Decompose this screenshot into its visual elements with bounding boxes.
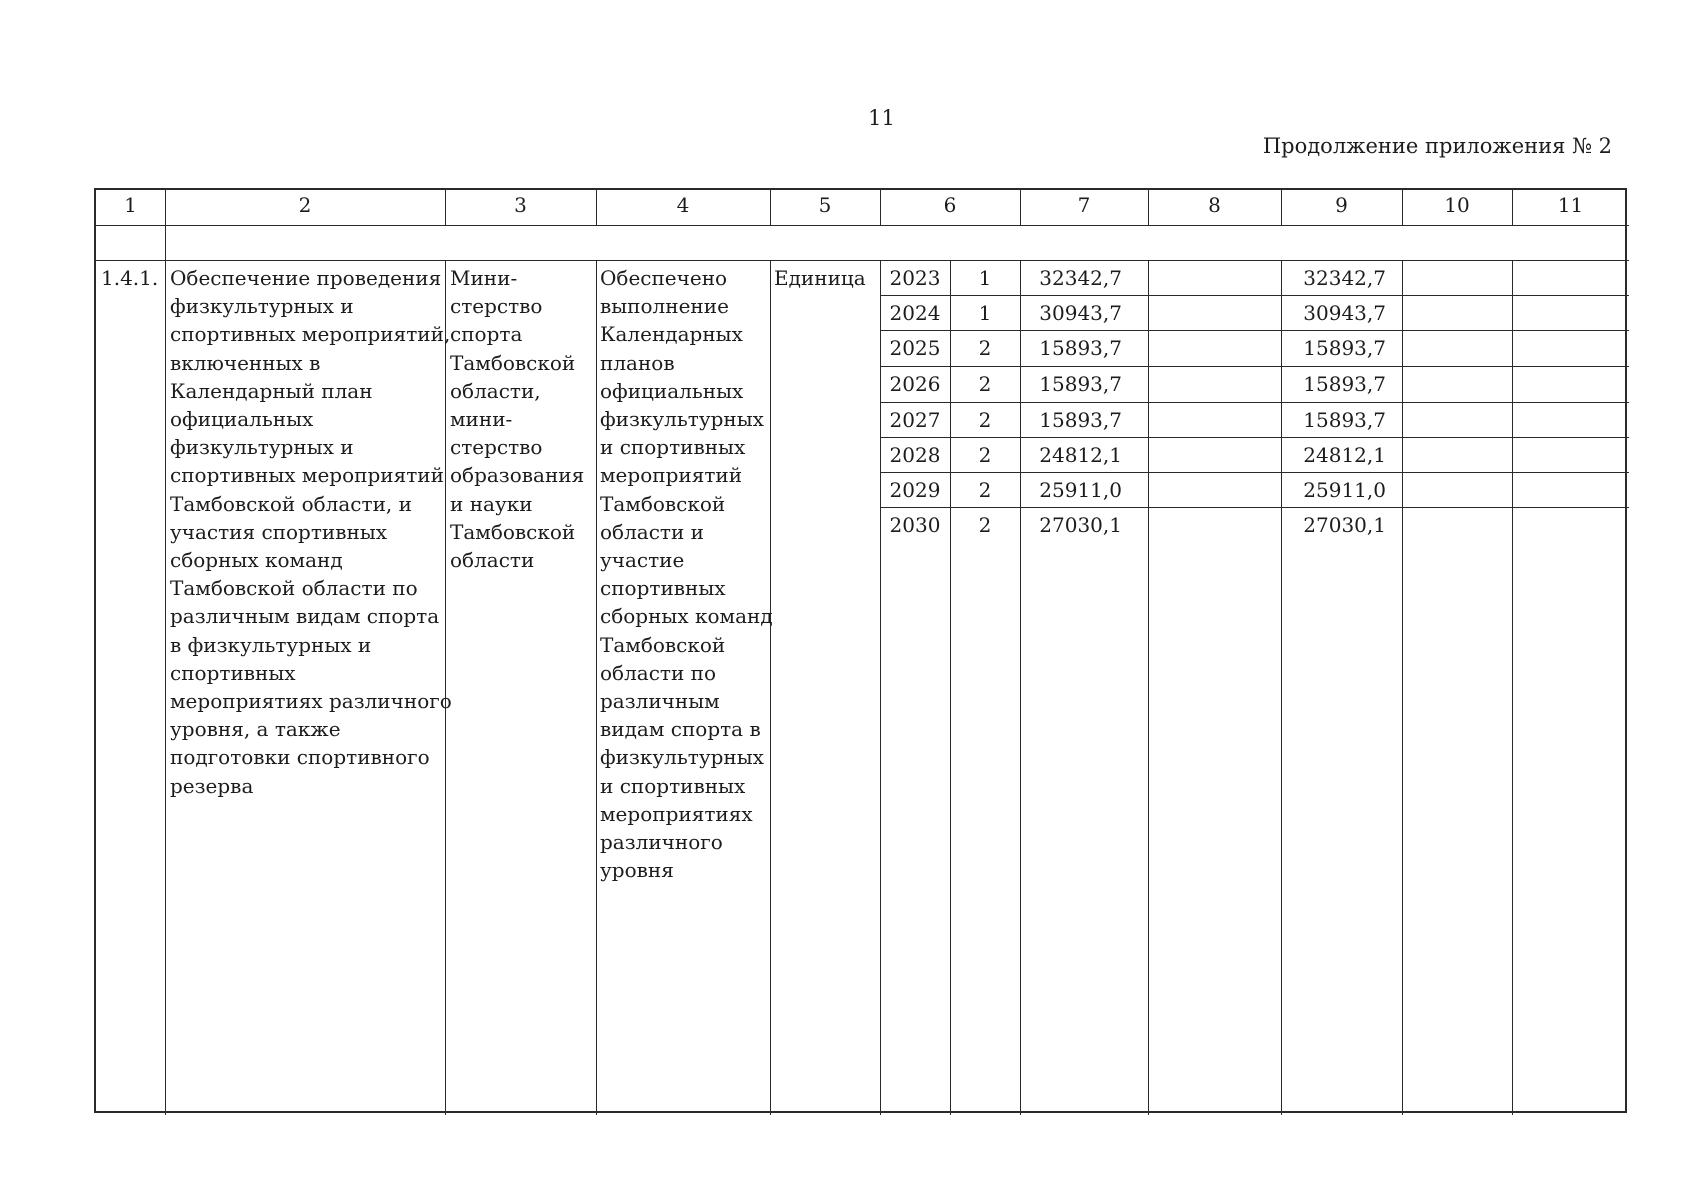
other-amount [1512, 406, 1629, 434]
result-line: сборных команд [600, 604, 773, 629]
event-name-line: спортивных мероприятий, [170, 322, 451, 347]
event-name-line: спортивных [170, 660, 296, 685]
federal-amount [1148, 334, 1281, 362]
regional-amount: 15893,7 [1303, 408, 1386, 432]
page-number: 11 [868, 106, 895, 130]
indicator-value: 2 [978, 336, 992, 360]
result-line: мероприятиях [600, 801, 753, 826]
other-amount [1512, 334, 1629, 362]
result-line: участие [600, 548, 685, 572]
year-cell: 2026 [889, 372, 941, 396]
result-line: различного [600, 830, 723, 854]
column-header: 6 [943, 193, 957, 217]
executor-line: области, [450, 378, 541, 403]
event-name-line: спортивных мероприятий [170, 463, 444, 488]
total-amount: 24812,1 [1039, 443, 1122, 467]
event-name-line: официальных [170, 407, 314, 431]
year-cell: 2023 [889, 266, 941, 290]
event-name-line: участия спортивных [170, 519, 388, 544]
federal-amount [1148, 299, 1281, 327]
year-cell: 2028 [889, 443, 941, 467]
indicator-value: 1 [978, 301, 992, 325]
result-line: Календарных [600, 322, 743, 347]
other-amount [1512, 441, 1629, 469]
data-table [94, 188, 1627, 1113]
column-header: 4 [676, 193, 690, 217]
total-amount: 15893,7 [1039, 372, 1122, 396]
event-name-line: в физкультурных и [170, 632, 372, 657]
indicator-value: 2 [978, 478, 992, 502]
year-row-rule [880, 507, 1629, 508]
regional-amount: 25911,0 [1303, 478, 1386, 502]
year-cell: 2025 [889, 336, 941, 360]
column-header: 10 [1444, 193, 1470, 217]
local-amount [1402, 476, 1512, 504]
result-line: видам спорта в [600, 717, 761, 742]
regional-amount: 27030,1 [1303, 513, 1386, 537]
result-line: выполнение [600, 294, 729, 319]
indicator-value: 1 [978, 266, 992, 290]
result-line: планов [600, 350, 675, 375]
event-name-line: физкультурных и [170, 435, 354, 460]
result-line: различным [600, 689, 720, 713]
federal-amount [1148, 406, 1281, 434]
column-header: 5 [818, 193, 832, 217]
year-cell: 2029 [889, 478, 941, 502]
federal-amount [1148, 441, 1281, 469]
event-name-line: мероприятиях различного [170, 689, 452, 713]
executor-line: Тамбовской [450, 350, 576, 375]
event-name-line: резерва [170, 773, 254, 798]
column-header: 3 [514, 193, 527, 217]
executor-line: спорта [450, 322, 523, 347]
result-line: физкультурных [600, 407, 764, 431]
local-amount [1402, 264, 1512, 292]
section-rule [96, 260, 1629, 261]
local-amount [1402, 299, 1512, 327]
other-amount [1512, 370, 1629, 398]
event-name-line: Тамбовской области, и [170, 491, 412, 516]
result-line: Обеспечено [600, 266, 728, 290]
indicator-value: 2 [978, 408, 992, 432]
result-line: официальных [600, 378, 744, 403]
local-amount [1402, 370, 1512, 398]
column-header: 9 [1335, 193, 1348, 217]
year-row-rule [880, 472, 1629, 473]
indicator-value: 2 [978, 513, 992, 537]
event-name-line: различным видам спорта [170, 604, 440, 629]
executor-line: стерство [450, 435, 543, 460]
total-amount: 32342,7 [1039, 266, 1122, 290]
local-amount [1402, 334, 1512, 362]
year-row-rule [880, 330, 1629, 331]
indicator-value: 2 [978, 443, 992, 467]
other-amount [1512, 299, 1629, 327]
result-line: и спортивных [600, 773, 746, 798]
result-line: физкультурных [600, 745, 764, 770]
result-line: спортивных [600, 576, 726, 601]
section-title [165, 226, 1629, 258]
result-line: Тамбовской [600, 491, 726, 516]
column-header: 1 [124, 193, 137, 217]
other-amount [1512, 476, 1629, 504]
event-name-line: сборных команд [170, 548, 343, 572]
federal-amount [1148, 264, 1281, 292]
federal-amount [1148, 511, 1281, 539]
year-row-rule [880, 437, 1629, 438]
local-amount [1402, 511, 1512, 539]
executor-line: области [450, 548, 535, 572]
event-name-line: Тамбовской области по [170, 576, 418, 601]
section-number [102, 226, 162, 258]
result-line: области и [600, 519, 704, 544]
column-header: 8 [1208, 193, 1221, 217]
total-amount: 25911,0 [1039, 478, 1122, 502]
year-cell: 2024 [889, 301, 941, 325]
total-amount: 15893,7 [1039, 408, 1122, 432]
total-amount: 30943,7 [1039, 301, 1122, 325]
year-row-rule [880, 295, 1629, 296]
year-row-rule [880, 366, 1629, 367]
executor-line: и науки [450, 491, 533, 516]
continuation-caption: Продолжение приложения № 2 [1262, 134, 1612, 158]
local-amount [1402, 441, 1512, 469]
federal-amount [1148, 370, 1281, 398]
column-rule [445, 260, 446, 1115]
result-line: мероприятий [600, 463, 743, 488]
regional-amount: 30943,7 [1303, 301, 1386, 325]
result-line: Тамбовской [600, 632, 726, 657]
column-rule [596, 260, 597, 1115]
event-name-line: физкультурных и [170, 294, 354, 319]
other-amount [1512, 511, 1629, 539]
total-amount: 15893,7 [1039, 336, 1122, 360]
local-amount [1402, 406, 1512, 434]
executor-line: Мини- [450, 266, 518, 290]
regional-amount: 24812,1 [1303, 443, 1386, 467]
result-line: уровня [600, 858, 674, 883]
column-header: 11 [1557, 193, 1584, 217]
result-line: области по [600, 660, 717, 685]
year-cell: 2027 [889, 408, 941, 432]
regional-amount: 15893,7 [1303, 372, 1386, 396]
executor-line: стерство [450, 294, 543, 319]
event-name-line: подготовки спортивного [170, 745, 430, 770]
column-rule [165, 190, 166, 1115]
event-name-line: Календарный план [170, 378, 373, 403]
column-header: 7 [1077, 193, 1091, 217]
year-row-rule [880, 402, 1629, 403]
year-cell: 2030 [889, 513, 941, 537]
result-line: и спортивных [600, 435, 746, 460]
unit-of-measure: Единица [774, 266, 866, 290]
other-amount [1512, 264, 1629, 292]
event-name-line: включенных в [170, 350, 321, 375]
event-name-line: Обеспечение проведения [170, 266, 442, 290]
regional-amount: 32342,7 [1303, 266, 1386, 290]
event-name-line: уровня, а также [170, 717, 341, 742]
row-number: 1.4.1. [101, 266, 159, 290]
federal-amount [1148, 476, 1281, 504]
executor-line: Тамбовской [450, 519, 576, 544]
total-amount: 27030,1 [1039, 513, 1122, 537]
regional-amount: 15893,7 [1303, 336, 1386, 360]
executor-line: образования [450, 463, 585, 488]
executor-line: мини- [450, 407, 513, 431]
column-header: 2 [298, 193, 312, 217]
indicator-value: 2 [978, 372, 992, 396]
